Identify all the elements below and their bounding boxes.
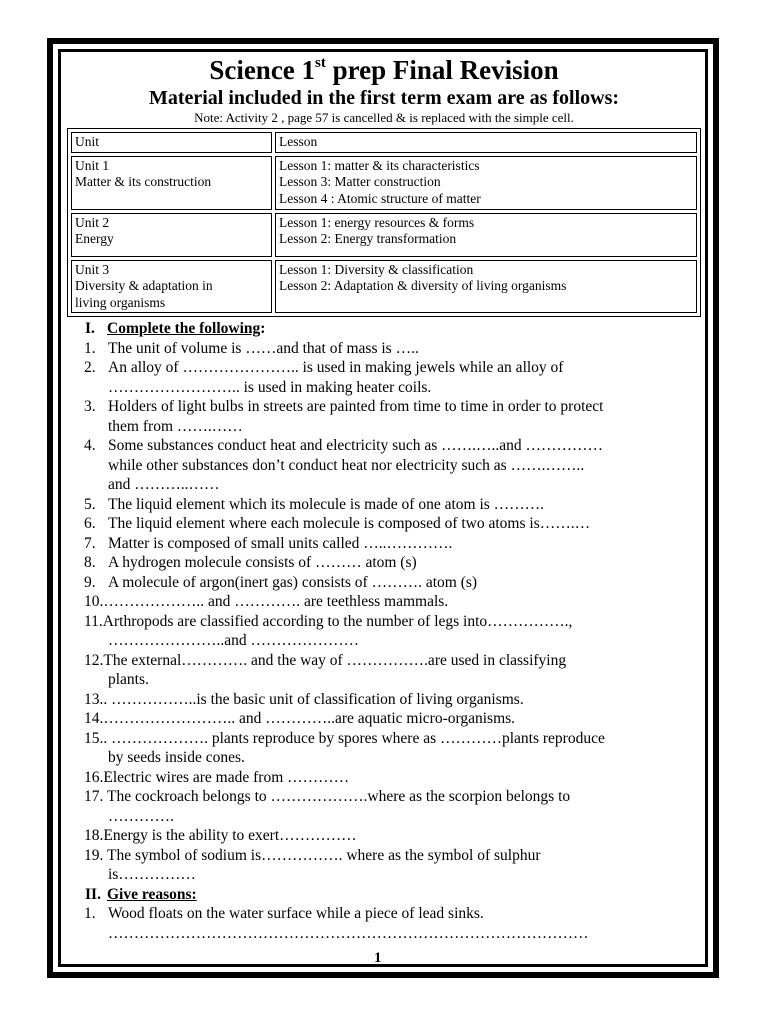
question-item: [66, 592, 702, 612]
lesson-item: Lesson 2: Adaptation & diversity of living organisms: [279, 278, 567, 293]
unit-title: Matter & its construction: [75, 174, 212, 189]
question-item: [66, 651, 702, 690]
question-item: [66, 553, 702, 573]
title-superscript: st: [315, 55, 326, 71]
question-text-continued: and ………..……: [108, 476, 220, 493]
lesson-item: Lesson 1: energy resources & forms: [279, 214, 475, 230]
section-label: Give reasons:: [107, 885, 197, 903]
question-number: 6.: [84, 515, 96, 532]
question-number: 4.: [84, 437, 96, 454]
question-item: [66, 495, 702, 515]
worksheet: [66, 49, 702, 943]
question-item: [66, 397, 702, 436]
complete-question-list: [66, 339, 702, 885]
section-number: I.: [85, 320, 95, 337]
unit-cell: [71, 260, 272, 314]
question-text-continued: them from …….……: [108, 417, 243, 435]
question-number: 2.: [84, 359, 96, 376]
unit-title: living organisms: [75, 294, 166, 310]
question-number: 3.: [84, 398, 96, 415]
question-item: [66, 729, 702, 768]
note: Note: Activity 2 , page 57 is cancelled & is replaced with the simple cell.: [194, 110, 574, 125]
question-text: The liquid element where each molecule is composed of two atoms is…….…: [108, 515, 591, 532]
question-text: 14.…………………….. and …………..are aquatic micro-organisms.: [84, 710, 516, 727]
subtitle: Material included in the first term exam are as follows:: [148, 87, 620, 109]
question-text: An alloy of ………………….. is used in making jewels while an alloy of: [108, 359, 564, 376]
question-text: The liquid element which its molecule is made of one atom is ……….: [108, 495, 545, 513]
question-number: 9.: [84, 573, 96, 591]
question-item: [66, 436, 702, 495]
lesson-item: Lesson 2: Energy transformation: [279, 231, 457, 246]
page-title: [66, 49, 702, 86]
question-text: 19. The symbol of sodium is……………. where as the symbol of sulphur: [84, 846, 541, 864]
question-text: 16.Electric wires are made from …………: [84, 768, 350, 786]
question-item: [66, 846, 702, 885]
title-rest: prep Final Revision: [325, 55, 559, 85]
question-text: Holders of light bulbs in streets are painted from time to time in order to protect: [108, 398, 604, 415]
units-table: [67, 128, 701, 317]
question-text-continued: …………………………………………………………………………………: [108, 924, 589, 942]
question-item: [66, 826, 702, 846]
section-heading-complete: [85, 319, 702, 339]
question-text-continued: …………………..and …………………: [108, 632, 360, 649]
lesson-cell: [275, 260, 697, 314]
table-row: [71, 156, 697, 210]
question-text: Matter is composed of small units called …..………….: [108, 534, 453, 552]
question-item: [66, 690, 702, 710]
question-item: [66, 612, 702, 651]
question-text: Some substances conduct heat and electricity such as …….…..and ……………: [108, 437, 604, 454]
table-row: [71, 260, 697, 314]
unit-number: Unit 1: [75, 157, 110, 173]
question-text: 13.. ……………..is the basic unit of classification of living organisms.: [84, 690, 524, 708]
title-main: Science 1: [209, 55, 316, 85]
question-number: 1.: [84, 339, 96, 357]
lesson-item: Lesson 1: matter & its characteristics: [279, 157, 480, 173]
question-item: [66, 514, 702, 534]
unit-title: Diversity & adaptation in: [75, 278, 213, 293]
question-text-continued: plants.: [108, 671, 149, 688]
question-item: [66, 573, 702, 593]
question-item: [66, 358, 702, 397]
reasons-question-list: [66, 904, 702, 943]
section-heading-reasons: [85, 885, 702, 905]
section-number: II.: [85, 885, 101, 903]
question-item: [66, 904, 702, 943]
question-text: 15.. ………………. plants reproduce by spores where as …………plants reproduce: [84, 729, 605, 747]
question-number: 8.: [84, 554, 96, 571]
header-unit: Unit: [71, 132, 272, 153]
question-text: 10.……………….. and …………. are teethless mammals.: [84, 593, 449, 610]
question-number: 5.: [84, 495, 96, 513]
section-label: Complete the following: [107, 320, 261, 337]
question-text: 12.The external…………. and the way of …………….are used in classifying: [84, 651, 567, 669]
unit-number: Unit 3: [75, 261, 110, 277]
unit-title: Energy: [75, 231, 114, 246]
lesson-cell: [275, 156, 697, 210]
question-text: 17. The cockroach belongs to ……………….where as the scorpion belongs to: [84, 788, 571, 805]
question-text-continued: by seeds inside cones.: [108, 749, 245, 766]
header-lesson: Lesson: [275, 132, 697, 153]
question-item: [66, 787, 702, 826]
question-item: [66, 339, 702, 359]
question-text: 11.Arthropods are classified according to the number of legs into…………….,: [84, 612, 573, 630]
question-text: 18.Energy is the ability to exert……………: [84, 827, 357, 844]
question-item: [66, 534, 702, 554]
lesson-item: Lesson 1: Diversity & classification: [279, 261, 474, 277]
question-text-continued: …………………….. is used in making heater coils.: [108, 378, 432, 396]
question-number: 7.: [84, 534, 96, 552]
lesson-item: Lesson 4 : Atomic structure of matter: [279, 190, 481, 206]
question-text: A hydrogen molecule consists of ……… atom (s): [108, 554, 417, 571]
question-text-continued: ………….: [108, 807, 174, 825]
unit-cell: [71, 213, 272, 257]
lesson-item: Lesson 3: Matter construction: [279, 174, 441, 189]
question-text: A molecule of argon(inert gas) consists of ………. atom (s): [108, 573, 478, 591]
question-item: [66, 709, 702, 729]
table-header-row: [71, 132, 697, 153]
question-text-continued: is……………: [108, 866, 196, 883]
table-row: [71, 213, 697, 257]
lesson-cell: [275, 213, 697, 257]
unit-cell: [71, 156, 272, 210]
page-number: 1: [374, 950, 382, 966]
question-text: The unit of volume is ……and that of mass is …..: [108, 339, 419, 357]
question-text: Wood floats on the water surface while a piece of lead sinks.: [108, 905, 484, 922]
question-item: [66, 768, 702, 788]
question-number: 1.: [84, 905, 96, 922]
section-colon: :: [260, 320, 266, 337]
question-text-continued: while other substances don’t conduct heat nor electricity such as …….……..: [108, 456, 585, 474]
unit-number: Unit 2: [75, 214, 110, 230]
